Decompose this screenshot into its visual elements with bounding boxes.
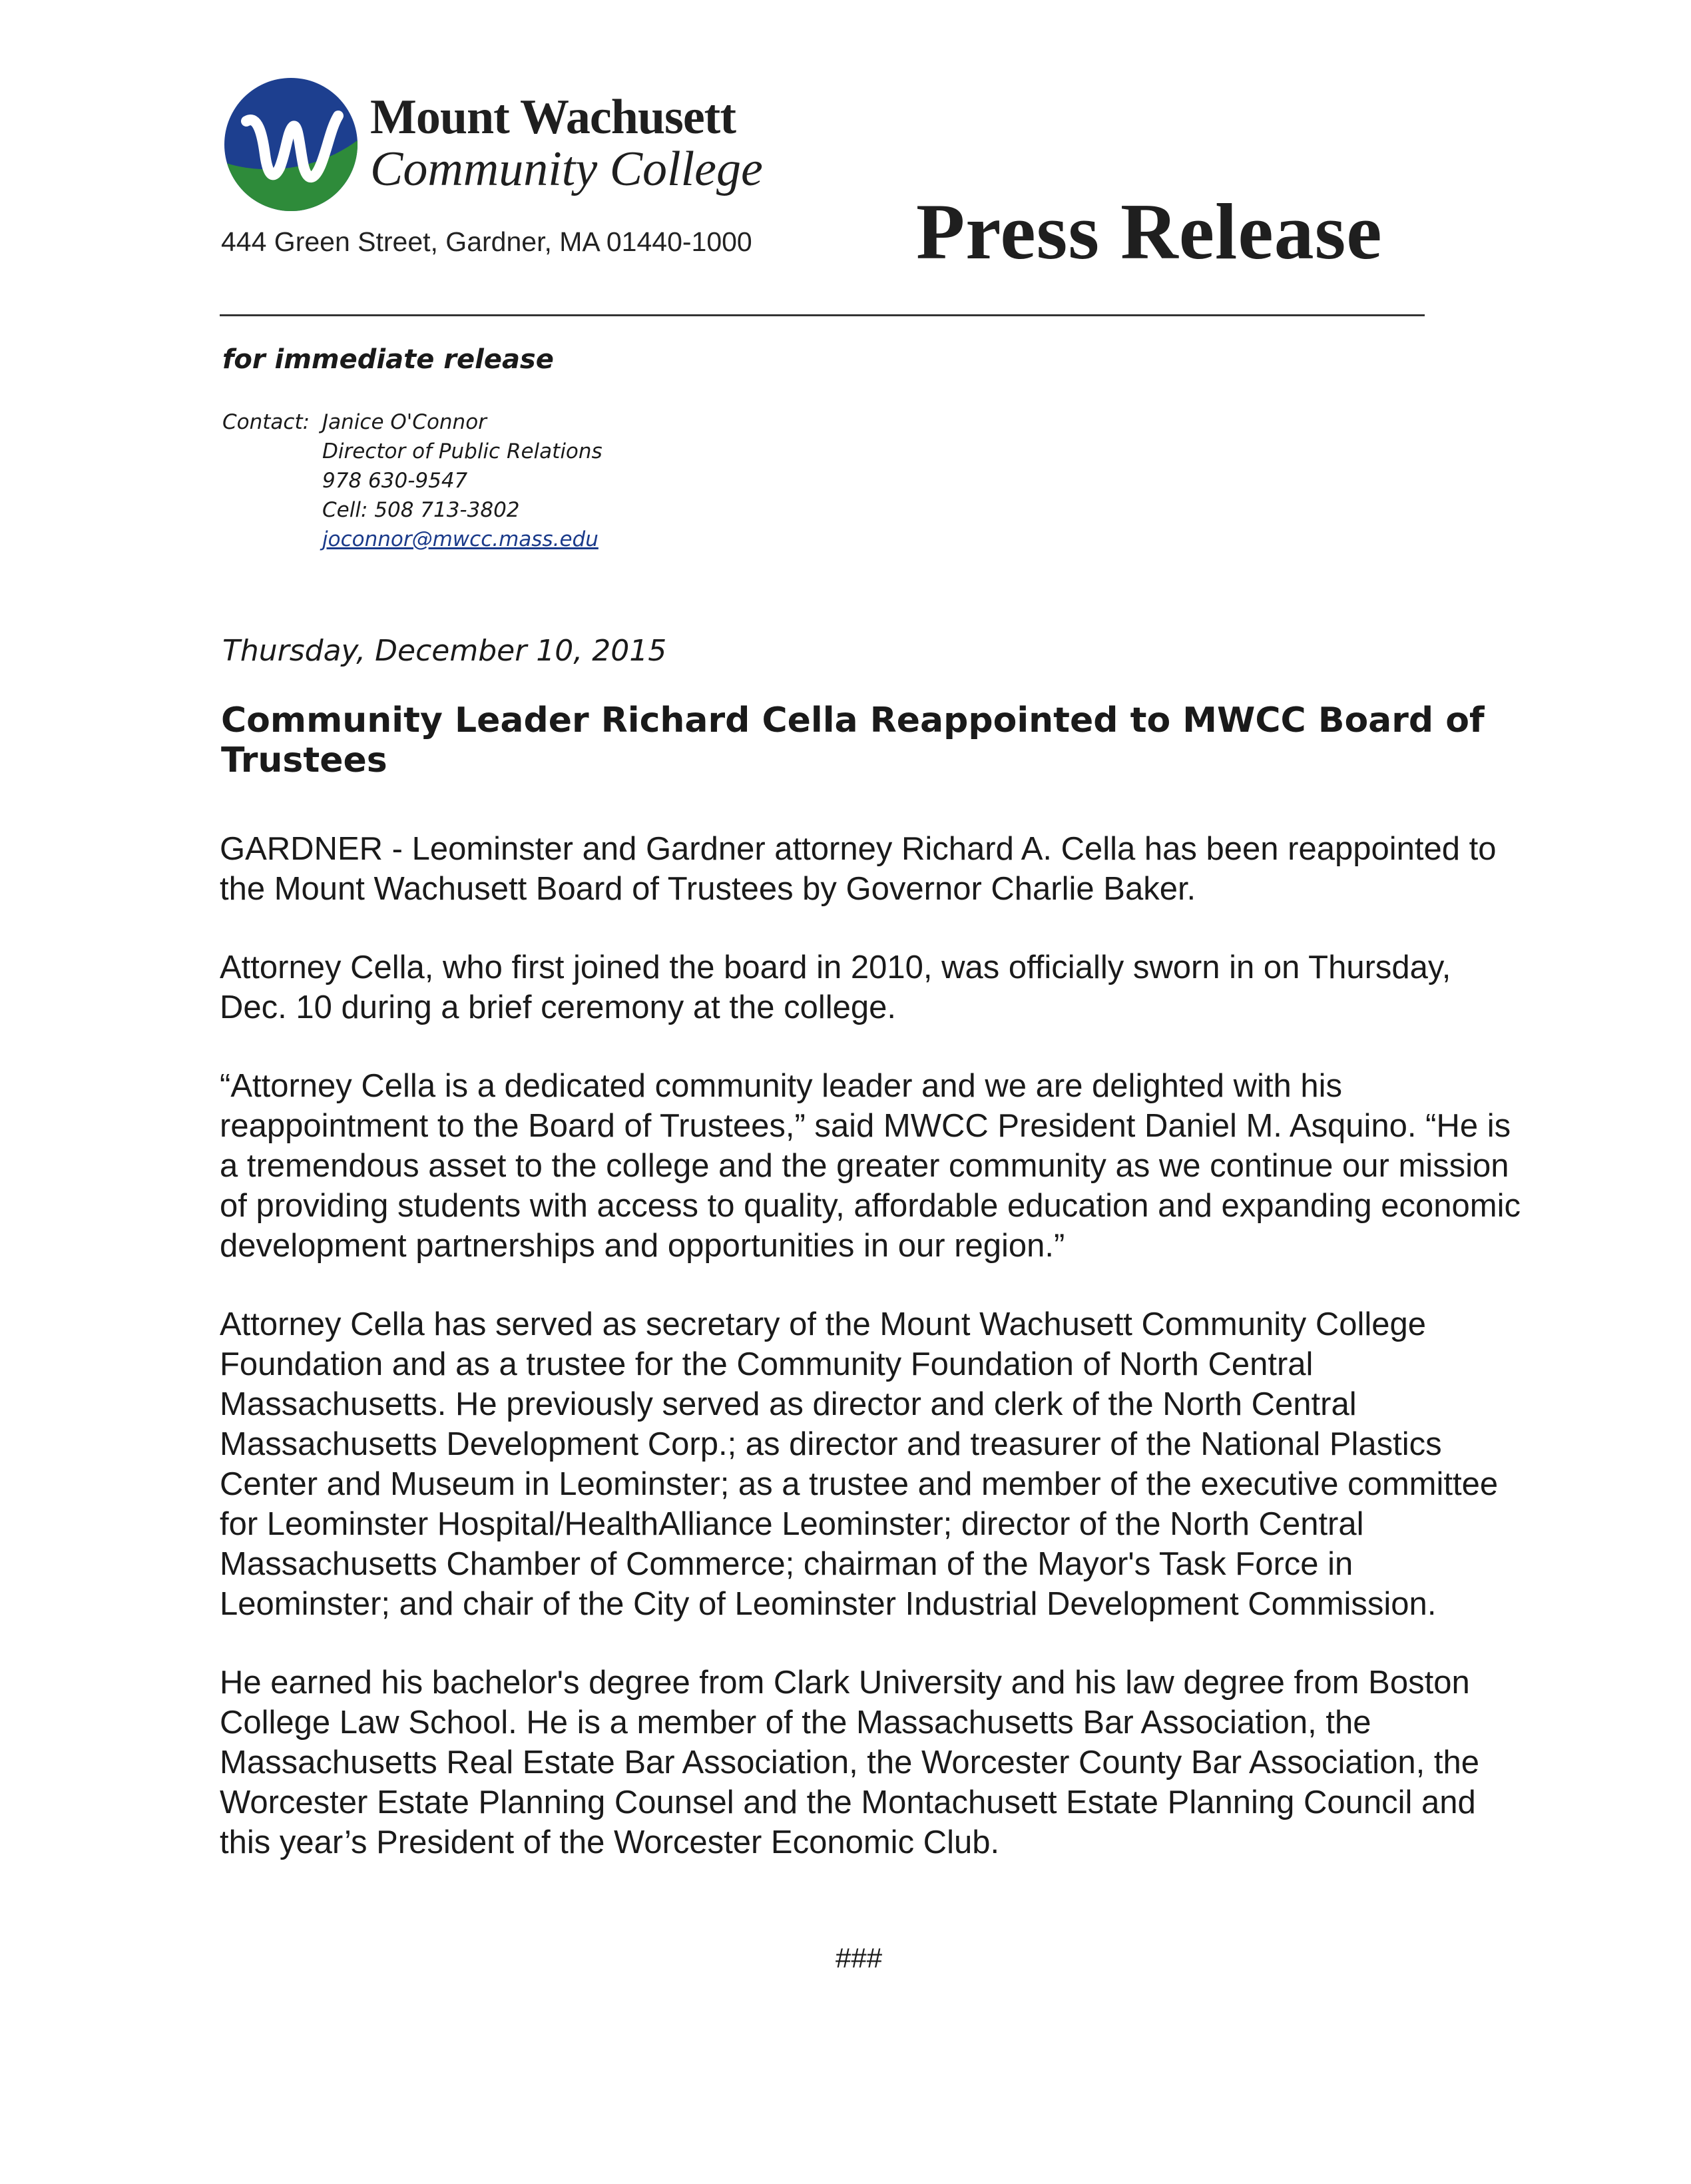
release-notice: for immediate release: [222, 344, 554, 375]
college-name: Mount Wachusett: [370, 90, 736, 144]
contact-name: Janice O'Connor: [322, 410, 487, 434]
college-address: 444 Green Street, Gardner, MA 01440-1000: [221, 226, 752, 257]
college-logo: [221, 75, 361, 214]
logo-w-icon: [221, 75, 361, 214]
contact-phone: 978 630-9547: [322, 469, 468, 493]
contact-cell: Cell: 508 713-3802: [322, 498, 520, 522]
contact-block: [222, 408, 603, 554]
article-paragraph: Attorney Cella, who first joined the board in 2010, was officially sworn in on Thursday, Dec. 10 during a brief ceremony at the college.: [220, 950, 1451, 1025]
document-type-title: Press Release: [916, 187, 1383, 276]
college-subtitle: Community College: [370, 142, 763, 196]
article-body: [220, 829, 1525, 1901]
release-date: Thursday, December 10, 2015: [222, 634, 667, 668]
header-divider: [220, 314, 1425, 316]
article-headline: Community Leader Richard Cella Reappointed to MWCC Board of Trustees: [221, 700, 1485, 780]
contact-email-link[interactable]: joconnor@mwcc.mass.edu: [322, 527, 599, 551]
article-paragraph: Attorney Cella has served as secretary of the Mount Wachusett Community College Foundation and as a trustee for the Community Foundation of North Central Massachusetts. He previously served as director and clerk of the North Central Massachusetts Development Corp.; as director and treasurer of the National Plastics Center and Museum in Leominster; as a trustee and member of the executive committee for Leominster Hospital/HealthAlliance Leominster; director of the North Central Massachusetts Chamber of Commerce; chairman of the Mayor's Task Force in Leominster; and chair of the City of Leominster Industrial Development Commission.: [220, 1306, 1499, 1622]
article-paragraph: “Attorney Cella is a dedicated community leader and we are delighted with his reappointment to the Board of Trustees,” said MWCC President Daniel M. Asquino. “He is a tremendous asset to the college and the greater community as we continue our mission of providing students with access to quality, affordable education and expanding economic development partnerships and opportunities in our region.”: [220, 1068, 1521, 1264]
end-mark: ###: [836, 1942, 883, 1974]
article-paragraph: He earned his bachelor's degree from Clark University and his law degree from Boston College Law School. He is a member of the Massachusetts Bar Association, the Massachusetts Real Estate Bar Association, the Worcester County Bar Association, the Worcester Estate Planning Counsel and the Montachusett Estate Planning Council and this year’s President of the Worcester Economic Club.: [220, 1665, 1479, 1860]
article-paragraph: GARDNER - Leominster and Gardner attorney Richard A. Cella has been reappointed to the Mount Wachusett Board of Trustees by Governor Charlie Baker.: [220, 831, 1497, 907]
contact-label: Contact:: [222, 410, 310, 434]
contact-title: Director of Public Relations: [322, 439, 603, 463]
